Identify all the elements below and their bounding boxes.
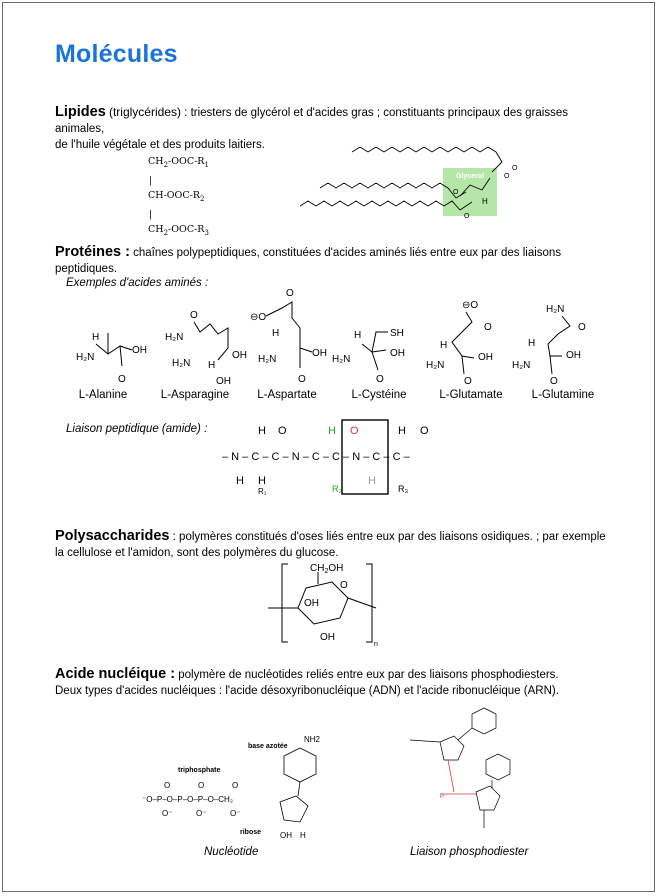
ester-o-top: O bbox=[504, 173, 510, 180]
ester-o-bottom: O bbox=[464, 213, 470, 220]
svg-text:H: H bbox=[328, 425, 336, 437]
proteines-text: chaînes polypeptidiques, constituées d'acides aminés liés entre eux par des liaisons peptidiques. bbox=[55, 247, 562, 275]
asparagine-structure bbox=[165, 310, 247, 387]
glucose-polymer-diagram bbox=[262, 558, 382, 648]
acide-text2: Deux types d'acides nucléiques : l'acide désoxyribonucléique (ADN) et l'acide ribonucléique (ARN). bbox=[55, 685, 559, 697]
svg-text:H: H bbox=[300, 831, 306, 840]
svg-text:H: H bbox=[92, 332, 100, 343]
svg-text:H: H bbox=[272, 328, 280, 339]
svg-text:H: H bbox=[440, 340, 448, 351]
svg-text:OH: OH bbox=[390, 348, 405, 359]
phosphate-chain: ⁻O–P–O–P–O–P–O–CH₂ bbox=[142, 795, 233, 804]
svg-text:R₁: R₁ bbox=[258, 487, 267, 496]
svg-text:O: O bbox=[232, 781, 239, 790]
svg-text:OH: OH bbox=[312, 348, 327, 359]
svg-text:H: H bbox=[208, 360, 216, 371]
svg-text:⊖O: ⊖O bbox=[462, 300, 479, 311]
svg-text:O: O bbox=[464, 376, 472, 387]
label-cysteine: L-Cystéine bbox=[351, 389, 407, 401]
svg-text:O⁻: O⁻ bbox=[230, 809, 241, 818]
fatty-chain-top bbox=[352, 147, 502, 162]
thymine-ring bbox=[486, 754, 510, 780]
svg-text:H: H bbox=[236, 475, 244, 487]
svg-text:O: O bbox=[550, 376, 558, 387]
label-oh-2: OH bbox=[320, 632, 335, 643]
ribose-ring bbox=[280, 796, 308, 822]
svg-text:O: O bbox=[376, 374, 384, 385]
svg-text:H: H bbox=[258, 425, 266, 437]
label-triphosphate: triphosphate bbox=[178, 767, 221, 774]
svg-text:R₂: R₂ bbox=[332, 484, 342, 494]
label-ring-o: O bbox=[340, 580, 348, 591]
svg-text:OH: OH bbox=[232, 350, 247, 361]
svg-text:H: H bbox=[258, 475, 266, 487]
svg-text:OH: OH bbox=[566, 350, 581, 361]
svg-text:O⁻: O⁻ bbox=[162, 809, 173, 818]
left-bracket bbox=[282, 564, 288, 642]
svg-text:R₃: R₃ bbox=[398, 484, 409, 494]
svg-text:O: O bbox=[118, 374, 126, 385]
label-ch2oh: $CH_2OH$ bbox=[310, 563, 344, 575]
lipides-text2: de l'huile végétale et des produits laitiers. bbox=[55, 139, 265, 151]
glutamine-structure bbox=[512, 304, 586, 387]
page-title: Molécules bbox=[55, 40, 178, 68]
acide-heading: Acide nucléique : bbox=[55, 666, 176, 682]
label-ribose: ribose bbox=[240, 829, 262, 836]
nucleotide-diagram bbox=[140, 722, 350, 840]
acide-paragraph bbox=[55, 666, 635, 699]
amino-acids-structures bbox=[60, 288, 620, 388]
phosphodiester-bond bbox=[448, 760, 454, 792]
label-asparagine: L-Asparagine bbox=[160, 389, 230, 401]
svg-text:OH: OH bbox=[216, 376, 231, 387]
caption-phosphodiester: Liaison phosphodiester bbox=[410, 846, 529, 858]
sugar-ring-top bbox=[440, 736, 464, 760]
triglyceride-skeletal-diagram bbox=[290, 140, 530, 230]
svg-text:H₂N: H₂N bbox=[426, 360, 445, 371]
svg-text:O: O bbox=[484, 322, 492, 333]
glycerol-h-label: H bbox=[482, 197, 488, 206]
svg-text:– N – C – C – N – C – C – N –: – N – C – C – N – C – C – N – C – C – bbox=[222, 451, 410, 463]
svg-text:H₂N: H₂N bbox=[258, 354, 277, 365]
polysaccharides-paragraph bbox=[55, 528, 615, 561]
formula-bar-2: | bbox=[149, 208, 153, 220]
svg-text:H: H bbox=[354, 330, 362, 341]
cysteine-structure bbox=[332, 328, 405, 385]
proteines-paragraph bbox=[55, 244, 625, 277]
caption-nucleotide: Nucléotide bbox=[204, 846, 259, 858]
svg-text:⊖O: ⊖O bbox=[250, 312, 267, 323]
ester-o-middle: O bbox=[453, 189, 459, 196]
label-glutamate: L-Glutamate bbox=[439, 389, 503, 401]
fatty-chain-bottom bbox=[300, 201, 460, 210]
svg-text:O: O bbox=[578, 322, 586, 333]
proteines-heading: Protéines : bbox=[55, 244, 130, 260]
svg-text:H: H bbox=[398, 425, 406, 437]
svg-text:O⁻: O⁻ bbox=[196, 809, 207, 818]
svg-text:H₂N: H₂N bbox=[165, 332, 184, 343]
right-bracket bbox=[366, 564, 372, 642]
cytosine-ring bbox=[284, 748, 316, 782]
glutamate-structure bbox=[426, 300, 493, 387]
alanine-structure bbox=[76, 332, 147, 385]
label-alanine: L-Alanine bbox=[78, 389, 128, 401]
phosphodiester-diagram bbox=[400, 700, 540, 840]
svg-text:H₂N: H₂N bbox=[172, 358, 191, 369]
lipides-sub: (triglycérides) bbox=[108, 105, 181, 119]
svg-text:H₂N: H₂N bbox=[546, 304, 565, 315]
acide-text1: polymère de nucléotides reliés entre eux par des liaisons phosphodiesters. bbox=[175, 669, 559, 681]
svg-text:H: H bbox=[368, 475, 376, 487]
svg-text:O: O bbox=[164, 781, 171, 790]
lipides-heading: Lipides bbox=[55, 104, 106, 120]
formula-bar-1: | bbox=[149, 174, 153, 186]
label-glutamine: L-Glutamine bbox=[531, 389, 595, 401]
sugar-ring-bottom bbox=[476, 786, 500, 810]
peptide-bond-label: Liaison peptidique (amide) : bbox=[66, 423, 208, 435]
amino-acids-examples-label: Exemples d'acides aminés : bbox=[66, 277, 209, 289]
svg-text:O: O bbox=[198, 781, 205, 790]
svg-text:P: P bbox=[440, 794, 445, 800]
glycerol-label: Glycerol bbox=[456, 173, 485, 180]
lipides-text1: : triesters de glycérol et d'acides gras ; constituants principaux des graisses animales, bbox=[55, 107, 568, 135]
svg-text:SH: SH bbox=[390, 328, 404, 339]
label-nh2: NH2 bbox=[304, 735, 321, 744]
label-base-azotee: base azotée bbox=[248, 743, 288, 750]
svg-text:H₂N: H₂N bbox=[332, 354, 351, 365]
ester-o-top-2: O bbox=[512, 165, 518, 172]
label-aspartate: L-Aspartate bbox=[257, 389, 317, 401]
label-oh-1: OH bbox=[304, 598, 319, 609]
svg-text:H: H bbox=[528, 338, 536, 349]
fatty-chain-middle bbox=[320, 183, 456, 198]
svg-text:OH: OH bbox=[478, 352, 493, 363]
svg-text:O: O bbox=[190, 310, 198, 321]
polysaccharides-text1: : polymères constitués d'oses liés entre eux par des liaisons osidiques. ; par exemple bbox=[169, 531, 606, 543]
svg-text:OH: OH bbox=[132, 345, 147, 356]
peptide-bond-diagram bbox=[220, 418, 460, 500]
svg-text:H₂N: H₂N bbox=[512, 360, 531, 371]
svg-text:O: O bbox=[298, 374, 306, 385]
svg-text:O: O bbox=[420, 425, 429, 437]
svg-text:O: O bbox=[286, 288, 294, 299]
svg-text:OH: OH bbox=[280, 831, 292, 840]
svg-text:O: O bbox=[278, 425, 287, 437]
svg-text:O: O bbox=[350, 425, 359, 437]
aspartate-structure bbox=[250, 288, 327, 385]
adenine-ring bbox=[472, 708, 496, 734]
polysaccharides-text2: la cellulose et l'amidon, sont des polymères du glucose. bbox=[55, 547, 339, 559]
svg-text:H₂N: H₂N bbox=[76, 352, 95, 363]
polysaccharides-heading: Polysaccharides bbox=[55, 528, 170, 544]
triglyceride-formula: $CH_2-OOC-R_1$ | $CH-OOC-R_2$ | $CH_2-OOC-R_3$ bbox=[148, 156, 209, 237]
label-n: n bbox=[374, 641, 378, 648]
